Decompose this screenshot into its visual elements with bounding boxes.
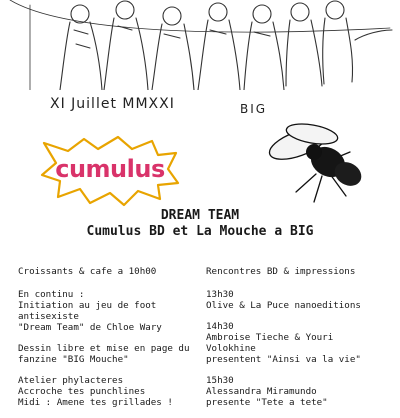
event-title: DREAM TEAM: [160, 208, 240, 223]
program-item: 13h30 Olive & La Puce nanoeditions: [206, 289, 361, 311]
program-item: En continu : Initiation au jeu de foot antisexiste "Dream Team" de Chloe Wary: [18, 289, 162, 333]
program-item: Dessin libre et mise en page du fanzine "BIG Mouche": [18, 343, 190, 365]
program-right-column: [206, 266, 386, 418]
event-subtitle: Cumulus BD et La Mouche a BIG: [86, 224, 314, 239]
fly-icon: [268, 122, 372, 212]
figures-illustration: [0, 0, 400, 90]
event-date: [50, 96, 290, 120]
venue-text: BIG: [240, 102, 268, 116]
cumulus-logo: [40, 135, 180, 207]
program-item: Rencontres BD & impressions: [206, 266, 356, 277]
program-item: 14h30 Ambroise Tieche & Youri Volokhine presentent "Ainsi va la vie": [206, 321, 361, 365]
program-item: Atelier phylacteres Accroche tes punchlines Midi : Amene tes grillades !: [18, 375, 173, 408]
logo-text: cumulus: [55, 155, 165, 183]
program-item: 15h30 Alessandra Miramundo presente "Tete a tete": [206, 375, 328, 408]
program-left-column: [18, 266, 202, 418]
program-item: Croissants & cafe a 10h00: [18, 266, 157, 277]
date-text: XI Juillet MMXXI: [50, 96, 175, 112]
